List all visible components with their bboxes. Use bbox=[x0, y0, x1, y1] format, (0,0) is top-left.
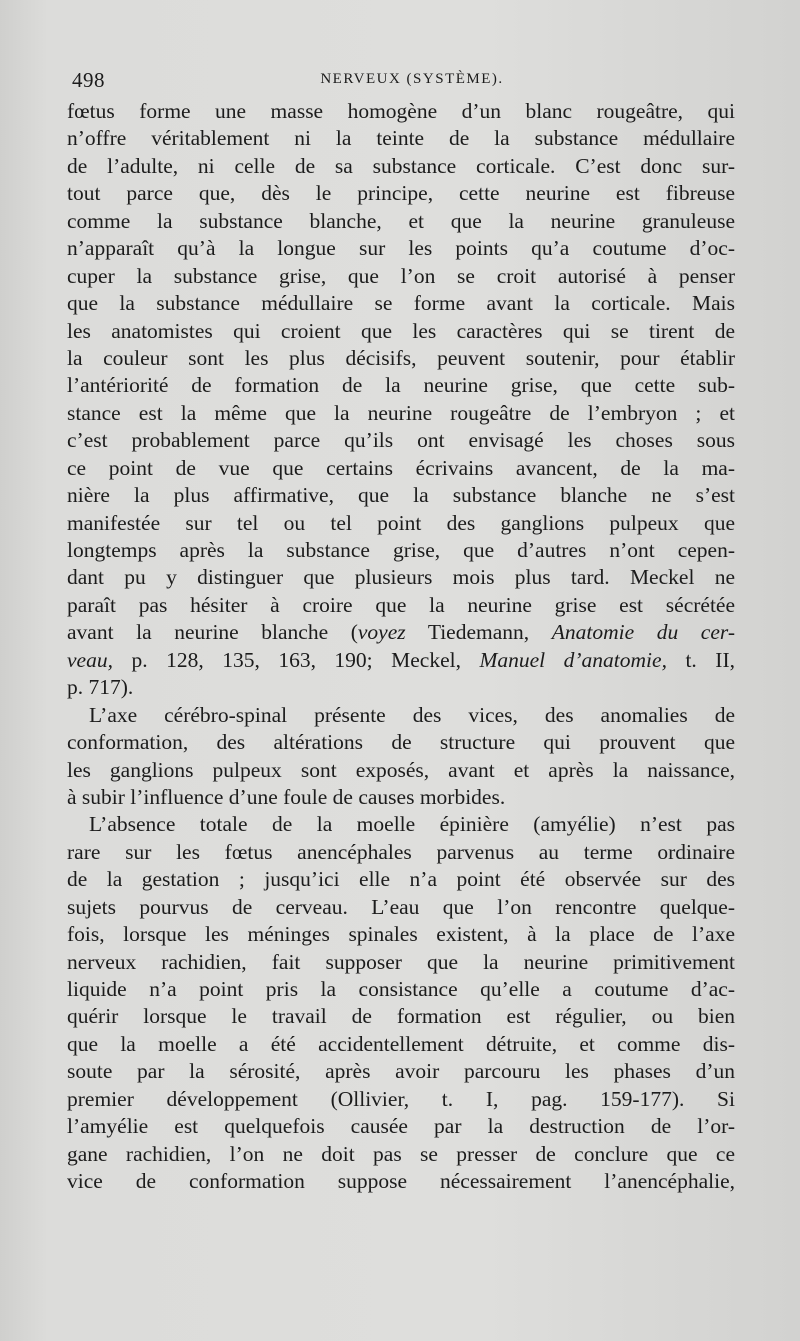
text-line: stance est la même que la neurine rougeâtre de l’embryon ; et bbox=[67, 400, 735, 425]
text-line: la couleur sont les plus décisifs, peuvent soutenir, pour établir bbox=[67, 345, 735, 370]
text-line: à subir l’influence d’une foule de causes morbides. bbox=[67, 784, 506, 809]
text-line: ce point de vue que certains écrivains avancent, de la ma- bbox=[67, 455, 735, 480]
text-line: vice de conformation suppose nécessairement l’anencéphalie, bbox=[67, 1169, 735, 1194]
text-line: conformation, des altérations de structure qui prouvent que bbox=[67, 730, 735, 755]
text-line: les anatomistes qui croient que les caractères qui se tirent de bbox=[67, 318, 735, 343]
text-line: que la substance médullaire se forme avant la corticale. Mais bbox=[67, 291, 735, 316]
running-head: NERVEUX (SYSTÈME). bbox=[320, 71, 504, 87]
text-line: c’est probablement parce qu’ils ont envisagé les choses sous bbox=[67, 428, 735, 453]
text-line: sujets pourvus de cerveau. L’eau que l’on rencontre quelque- bbox=[67, 894, 735, 919]
paragraph-1 bbox=[67, 98, 735, 702]
citation-line bbox=[67, 619, 735, 646]
text-line: premier développement (Ollivier, t. I, pag. 159-177). Si bbox=[67, 1086, 735, 1111]
page-header bbox=[72, 68, 732, 98]
text-line: manifestée sur tel ou tel point des ganglions pulpeux que bbox=[67, 510, 735, 535]
body-text bbox=[67, 98, 735, 1196]
text-line: n’apparaît qu’à la longue sur les points qu’a coutume d’oc- bbox=[67, 236, 735, 261]
citation-voyez: voyez bbox=[357, 620, 406, 645]
text-line: paraît pas hésiter à croire que la neurine grise est sécrétée bbox=[67, 592, 735, 617]
text-line: soute par la sérosité, après avoir parcouru les phases d’un bbox=[67, 1059, 735, 1084]
text-line: l’amyélie est quelquefois causée par la destruction de l’or- bbox=[67, 1114, 735, 1139]
text-line: liquide n’a point pris la consistance qu’elle a coutume d’ac- bbox=[67, 977, 735, 1001]
text-line: fœtus forme une masse homogène d’un blanc rougeâtre, qui bbox=[67, 99, 735, 123]
citation-pages: p. 128, 135, 163, 190; Meckel, bbox=[112, 647, 480, 672]
paragraph-3 bbox=[67, 811, 735, 1195]
text-line: que la moelle a été accidentellement détruite, et comme dis- bbox=[67, 1031, 735, 1056]
text-line: de l’adulte, ni celle de sa substance corticale. C’est donc sur- bbox=[67, 153, 735, 178]
text-line: fois, lorsque les méninges spinales existent, à la place de l’axe bbox=[67, 922, 735, 947]
text-line: cuper la substance grise, que l’on se croit autorisé à penser bbox=[67, 263, 735, 288]
text-line: L’axe cérébro-spinal présente des vices, des anomalies de bbox=[89, 702, 735, 727]
text-line: tout parce que, dès le principe, cette neurine est fibreuse bbox=[67, 181, 735, 206]
text-line: gane rachidien, l’on ne doit pas se presser de conclure que ce bbox=[67, 1141, 735, 1166]
text-line: p. 717). bbox=[67, 675, 134, 700]
text-line: rare sur les fœtus anencéphales parvenus au terme ordinaire bbox=[67, 839, 735, 864]
citation-title: Anatomie du cer- bbox=[551, 620, 735, 645]
text-line: nière la plus affirmative, que la substance blanche ne s’est bbox=[67, 483, 735, 508]
text-line: n’offre véritablement ni la teinte de la substance médullaire bbox=[67, 126, 735, 151]
text-line: comme la substance blanche, et que la neurine granuleuse bbox=[67, 208, 735, 233]
citation-text: avant la neurine blanche ( bbox=[67, 620, 358, 645]
paragraph-2 bbox=[67, 702, 735, 812]
text-line: nerveux rachidien, fait supposer que la neurine primitivement bbox=[67, 949, 735, 974]
text-line: L’absence totale de la moelle épinière (amyélie) n’est pas bbox=[89, 812, 735, 837]
text-line: dant pu y distinguer que plusieurs mois plus tard. Meckel ne bbox=[67, 565, 735, 590]
text-line: de la gestation ; jusqu’ici elle n’a point été observée sur des bbox=[67, 867, 735, 892]
text-line: quérir lorsque le travail de formation est régulier, ou bien bbox=[67, 1004, 735, 1029]
citation-title: veau, bbox=[67, 647, 113, 672]
citation-line bbox=[67, 647, 735, 674]
text-line: l’antériorité de formation de la neurine grise, que cette sub- bbox=[67, 373, 735, 398]
text-line: les ganglions pulpeux sont exposés, avant et après la naissance, bbox=[67, 757, 735, 782]
citation-author: Tiedemann, bbox=[405, 620, 552, 645]
citation-volume: t. II, bbox=[666, 647, 735, 672]
text-line: longtemps après la substance grise, que d’autres n’ont cepen- bbox=[67, 538, 735, 562]
page-number: 498 bbox=[72, 68, 105, 92]
citation-title: Manuel d’anatomie, bbox=[479, 647, 667, 672]
